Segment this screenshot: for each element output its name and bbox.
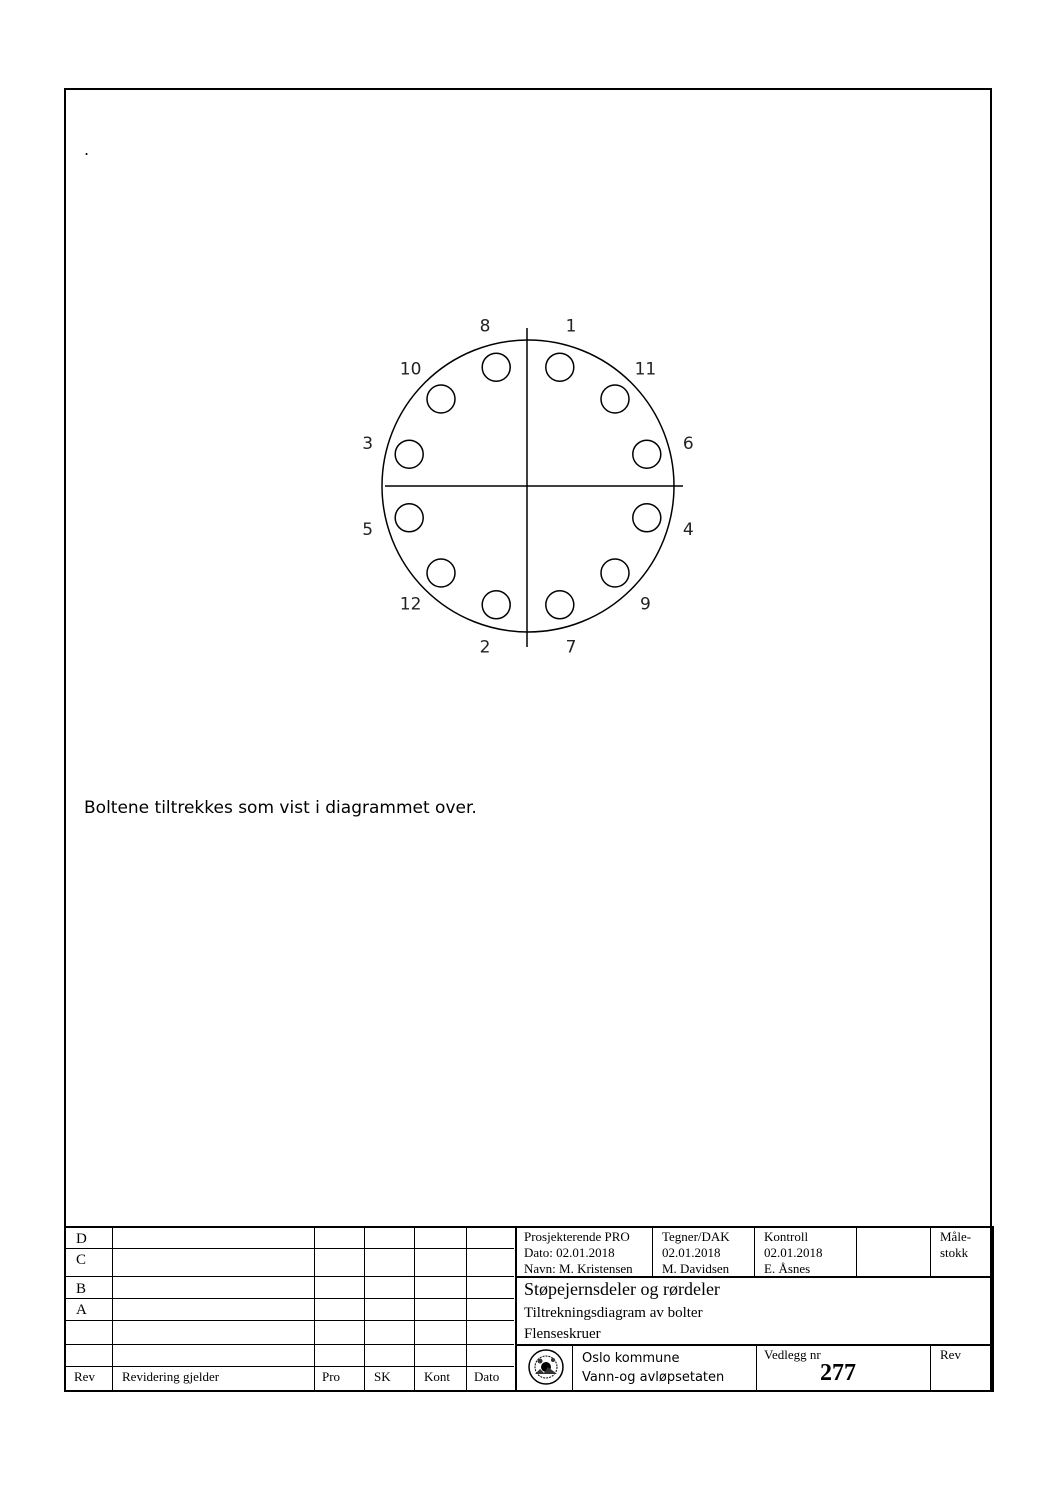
rev-letter-c: C [76,1252,87,1268]
bolt-tightening-diagram [340,310,700,660]
bolt-order-label: 10 [399,359,422,380]
bolt-order-label: 9 [639,594,651,615]
bolt-order-label: 7 [565,637,577,658]
bolt-hole [601,559,629,587]
drawing-frame [64,88,992,1392]
appendix-number: 277 [820,1360,856,1386]
bolt-order-label: 4 [682,520,694,540]
rev-header: Rev [74,1369,95,1384]
drawn-label: Tegner/DAK [662,1229,730,1244]
instruction-text: Boltene tiltrekkes som vist i diagrammet over. [84,798,477,818]
dato-header: Dato [474,1369,500,1384]
scale-label-2: stokk [940,1245,969,1260]
oslo-seal-icon [526,1347,566,1387]
bolt-hole [546,353,574,381]
title-block [64,1226,994,1392]
bolt-hole [427,385,455,413]
bolt-hole [395,440,423,468]
drawn-name: M. Davidsen [662,1261,730,1276]
bolt-order-label: 11 [634,359,657,380]
bolt-hole [482,353,510,381]
bolt-hole [601,385,629,413]
drawing-subtitle: Tiltrekningsdiagram av bolter [524,1305,703,1321]
org-department: Vann-og avløpsetaten [582,1370,725,1385]
bolt-order-label: 2 [479,637,491,658]
bolt-order-label: 5 [362,520,374,540]
control-date: 02.01.2018 [764,1245,823,1260]
project-label: Prosjekterende PRO [524,1229,630,1244]
project-name: Navn: M. Kristensen [524,1261,633,1276]
bolt-hole [633,504,661,532]
control-name: E. Åsnes [764,1261,811,1276]
rev-letter-d: D [76,1231,87,1247]
bolt-order-label: 12 [399,594,422,615]
bolt-hole [482,591,510,619]
rev-letter-a: A [76,1302,87,1318]
dot-mark: . [84,140,90,159]
drawing-subtitle-2: Flenseskruer [524,1326,601,1342]
appendix-label: Vedlegg nr [764,1347,821,1362]
bolt-hole [427,559,455,587]
org-name: Oslo kommune [582,1351,680,1366]
bolt-hole [633,440,661,468]
pro-header: Pro [322,1369,341,1384]
control-label: Kontroll [764,1229,809,1244]
kont-header: Kont [424,1369,450,1384]
rev-letter-b: B [76,1281,87,1297]
scale-label-1: Måle- [940,1229,972,1244]
bolt-order-label: 3 [362,434,374,454]
bolt-hole [395,504,423,532]
bolt-order-label: 1 [565,316,577,337]
bolt-order-label: 8 [479,316,491,337]
drawing-title: Støpejernsdeler og rørdeler [524,1279,720,1299]
sk-header: SK [374,1369,391,1384]
rev-label: Rev [940,1347,961,1362]
bolt-hole [546,591,574,619]
project-date: Dato: 02.01.2018 [524,1245,615,1260]
drawn-date: 02.01.2018 [662,1245,721,1260]
bolt-order-label: 6 [682,434,694,454]
revision-description-header: Revidering gjelder [122,1369,220,1384]
